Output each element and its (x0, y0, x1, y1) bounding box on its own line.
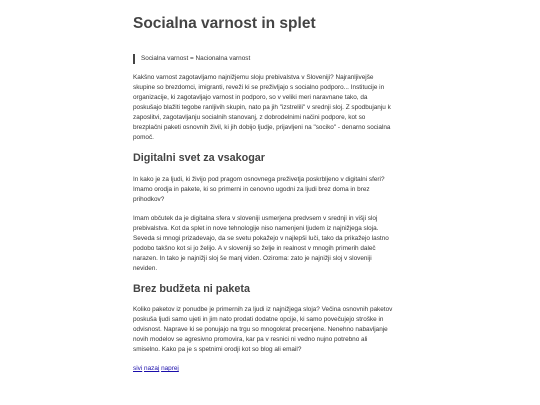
paragraph-line: neviden. (133, 265, 158, 272)
section-heading-digital: Digitalni svet za vsakogar (133, 152, 266, 164)
paragraph-line: smiselno. Kako pa je s spetnimi orodji kot so blog ali email? (133, 346, 302, 353)
page-navigation (133, 364, 415, 374)
paragraph-line: organizacije, ki zagotavljajo varnost in podporo, so v veliki meri naravnane tako, da (133, 94, 368, 101)
paragraph-line: zaposlitvi, zagotavljanju socialnih stanovanj, z dobrodelnimi načini podpore, kot so (133, 114, 366, 121)
paragraph-line: odvisnost. Naprave ki se ponujajo na trgu so mnogokrat precenjene. Nenehno nabavljanje (133, 326, 388, 333)
paragraph-line: Imam občutek da je digitalna sfera v sloveniji usmerjena predvsem v srednji in višji sloj (133, 215, 378, 222)
paragraph-line: poskušajo blažiti tegobe ranljivih skupin, nato pa jih "izstrelili" v srednji sloj. Z spodbujanju k (133, 104, 391, 111)
paragraph-line: poskuša ljudi samo ujeti in jim nato prodati dodatne opcije, ki samo povečujejo stroške in (133, 316, 384, 323)
paragraph-line: novih modelov se agresivno promovira, kar pa v resnici ni vedno nujno potrebno ali (133, 336, 368, 343)
intro-paragraph (133, 73, 415, 143)
section-paragraph (133, 214, 415, 274)
paragraph-line: In kako je za ljudi, ki živijo pod pragom osnovnega preživetja poskrbljeno v digitalni sferi? (133, 176, 385, 183)
nav-link-sivi[interactable]: sivi (133, 365, 143, 372)
section-paragraph (133, 305, 415, 355)
nav-link-back[interactable]: nazaj (144, 365, 160, 372)
paragraph-line: brezplačni paketi osnovnih živil, ki jih dobijo ljudje, prijavljeni na "sociko" - denarno socialna (133, 124, 391, 131)
breadcrumb: Socialna varnost = Nacionalna varnost (133, 54, 415, 64)
nav-link-next[interactable]: naprej (161, 365, 179, 372)
paragraph-line: prebivalstva. Kot da splet in nove tehnologije niso namenjeni ljudem iz najnižjega sloja. (133, 225, 379, 232)
paragraph-line: narazen. In tako je najnižji sloj še manj viden. Oziroma: zato je najnižji sloj v sloveniji (133, 255, 372, 262)
paragraph-line: prihodkov? (133, 196, 165, 203)
page-content (133, 14, 415, 374)
paragraph-line: Koliko paketov iz ponudbe je primernih za ljudi iz najnižjega sloja? Večina osnovnih paketov (133, 306, 393, 313)
paragraph-line: skupine so brezdomci, imigranti, reveži ki se preživljajo s socialno podporo... Institucije in (133, 84, 385, 91)
paragraph-line: Kakšno varnost zagotavljamo najnižjemu sloju prebivalstva v Sloveniji? Najranljivejše (133, 74, 374, 81)
paragraph-line: Seveda si mnogi prizadevajo, da se svetu pokažejo v najlepši luči, tako da prikažejo lastno (133, 235, 389, 242)
paragraph-line: pomoč. (133, 134, 154, 141)
page-title: Socialna varnost in splet (133, 15, 316, 32)
section-heading-budget: Brez budžeta ni paketa (133, 283, 250, 295)
paragraph-line: podobo takšno kot si jo želijo. A v sloveniji so želje in realnost v mnogih primerih daleč (133, 245, 376, 252)
paragraph-line: Imamo orodja in pakete, ki so primerni in cenovno ugodni za ljudi brez doma in brez (133, 186, 370, 193)
section-paragraph (133, 175, 415, 205)
